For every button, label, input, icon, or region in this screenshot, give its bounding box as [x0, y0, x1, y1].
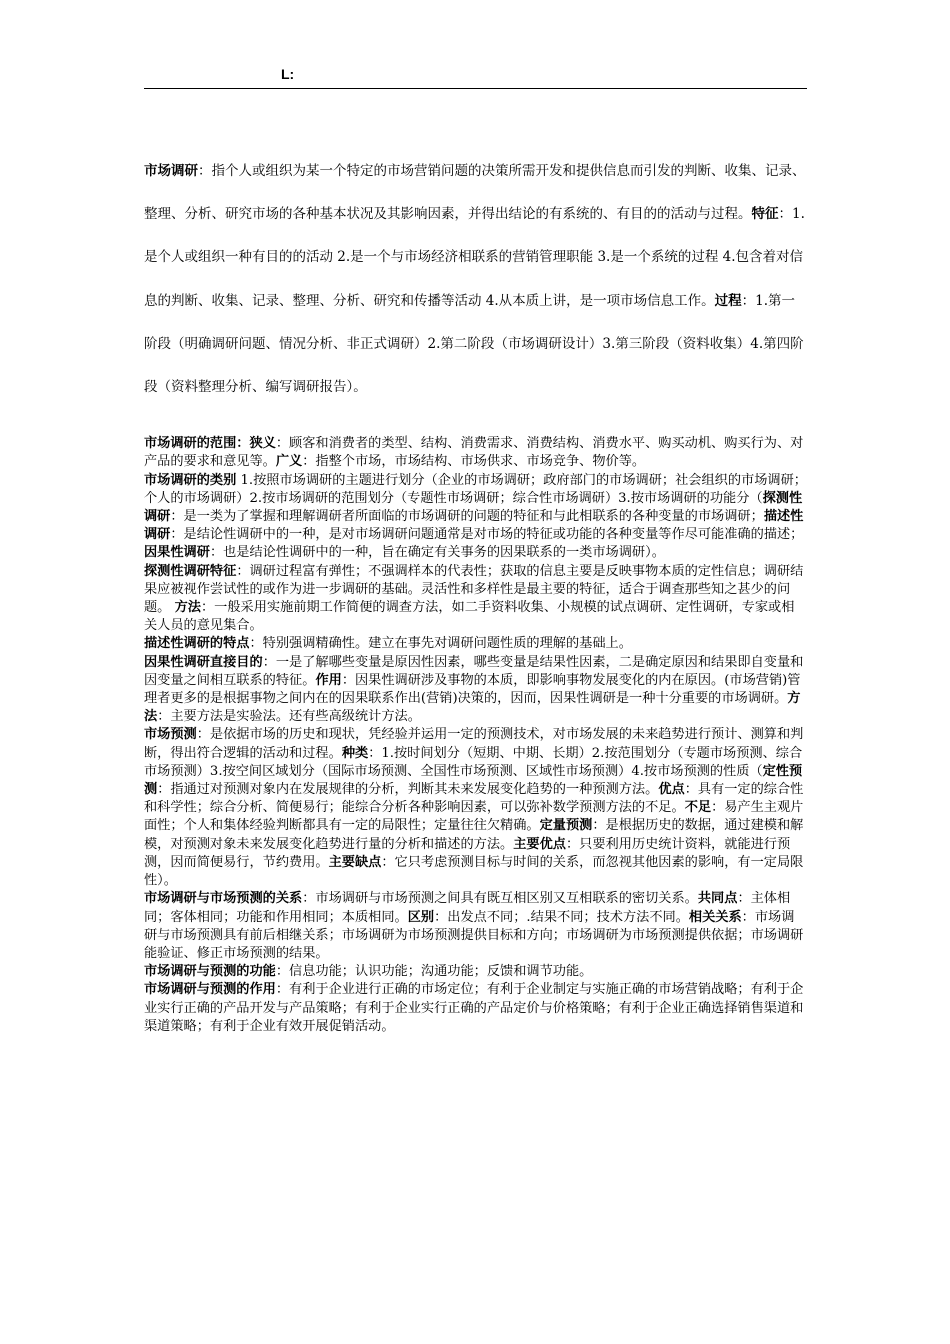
term-label: 广义	[275, 454, 303, 470]
term-label: 不足	[684, 800, 712, 816]
body-text: ：是根据历史的数据，通过建模和解模，对预测对象未来发展变化趋势进行量的分析和描述的方法。	[144, 818, 804, 852]
term-label: 市场调研与预测的作用	[144, 982, 276, 998]
body-text: ：是一类为了掌握和理解调研者所面临的市场调研的问题的特征和与此相联系的各种变量的市场调研；	[170, 509, 764, 525]
body-text: ：只要利用历史统计资料，就能进行预测，因而简便易行，节约费用。	[144, 836, 791, 870]
paragraph	[144, 635, 807, 653]
body-text: ：1.第一阶段（明确调研问题、情况分析、非正式调研）2.第二阶段（市场调研设计）3.第三阶段（资料收集）4.第四阶段（资料整理分析、编写调研报告）。	[144, 292, 804, 396]
body-text: ：一般采用实施前期工作简便的调查方法，如二手资料收集、小规模的试点调研、定性调研，专家或相关人员的意见集合。	[144, 600, 795, 634]
term-label: 描述性调研的特点	[144, 636, 250, 652]
paragraph	[144, 654, 807, 727]
term-label: 作用	[315, 672, 342, 688]
body-text: ：是结论性调研中的一种，是对市场调研问题通常是对市场的特征或功能的各种变量等作尽可能准确的描述；	[170, 527, 804, 543]
body-text: ：信息功能；认识功能；沟通功能；反馈和调节功能。	[275, 964, 593, 980]
paragraph	[144, 544, 807, 562]
paragraph	[144, 981, 807, 1036]
body-text: ：市场调研与市场预测具有前后相继关系；市场调研为市场预测提供目标和方向；市场调研为市场预测提供依据；市场调研能验证、修正市场预测的结果。	[144, 909, 804, 961]
body-text: ：一是了解哪些变量是原因性因素，哪些变量是结果性因素，二是确定原因和结果即自变量和因变量之间相互联系的特征。	[144, 654, 804, 688]
term-label: 市场调研与市场预测的关系	[144, 891, 303, 907]
term-label: 市场预测	[144, 727, 197, 743]
body-text: ：1.按时间划分（短期、中期、长期）2.按范围划分（专题市场预测、综合市场预测）3.按空间区域划分（国际市场预测、全国性市场预测、区域性市场预测）4.按市场预测的性质（	[144, 745, 803, 779]
term-label: 相关关系	[688, 909, 742, 925]
body-text: ：也是结论性调研中的一种，旨在确定有关事务的因果联系的一类市场调研）。	[209, 545, 665, 561]
body-text: ：市场调研与市场预测之间具有既互相区别又互相联系的密切关系。	[302, 891, 698, 907]
term-label: 种类	[341, 745, 369, 761]
term-label: 市场调研与预测的功能	[144, 964, 276, 980]
body-text: ：易产生主观片面性；个人和集体经验判断都具有一定的局限性；定量往往欠精确。	[144, 800, 804, 834]
body-text: ：具有一定的综合性和科学性；综合分析、简便易行；能综合分析各种影响因素，可以弥补数学预测方法的不足。	[144, 782, 804, 816]
term-label: 特征	[751, 206, 779, 223]
body-text: ：主体相同；客体相同；功能和作用相同；本质相同。	[144, 891, 791, 925]
body-text: 1.按照市场调研的主题进行划分（企业的市场调研；政府部门的市场调研；社会组织的市场调研；个人的市场调研）2.按市场调研的范围划分（专题性市场调研；综合性市场调研）3.按市场调研的功能分（	[144, 472, 807, 506]
paragraph	[144, 563, 807, 636]
paragraph	[144, 963, 807, 981]
header-mark: L:	[281, 66, 295, 82]
term-label: 因果性调研	[144, 545, 210, 561]
body-text: ：主要方法是实验法。还有些高级统计方法。	[157, 709, 421, 725]
term-label: 市场调研的范围：狭义	[144, 436, 276, 452]
paragraph-gap	[144, 409, 807, 435]
term-label: 定量预测	[539, 818, 593, 834]
paragraph-list	[144, 435, 807, 1036]
term-label: 方法	[144, 691, 801, 725]
body-text: ：特别强调精确性。建立在事先对调研问题性质的理解的基础上。	[249, 636, 632, 652]
body-text: ：是依据市场的历史和现状，凭经验并运用一定的预测技术，对市场发展的未来趋势进行预计、测算和判断，得出符合逻辑的活动和过程。	[144, 727, 804, 761]
term-label: 描述性调研	[144, 509, 804, 543]
body-text: ：指通过对预测对象内在发展规律的分析，判断其未来发展变化趋势的一种预测方法。	[157, 782, 659, 798]
paragraph	[144, 726, 807, 890]
term-label: 因果性调研直接目的	[144, 654, 263, 670]
body-text: ：指个人或组织为某一个特定的市场营销问题的决策所需开发和提供信息而引发的判断、收集、记录、整理、分析、研究市场的各种基本状况及其影响因素，并得出结论的有系统的、有目的的活动与过程。	[144, 163, 806, 223]
document-body	[144, 150, 807, 1036]
term-label: 共同点	[697, 891, 738, 907]
term-label: 过程	[714, 292, 742, 309]
body-text: ：出发点不同；.结果不同；技术方法不同。	[434, 909, 689, 925]
header-rule	[144, 88, 807, 89]
term-label: 市场调研	[144, 163, 198, 179]
intro-paragraph	[144, 150, 807, 409]
paragraph	[144, 435, 807, 471]
term-label: 定性预测	[144, 763, 803, 798]
term-label: 区别	[407, 909, 435, 925]
term-label: 主要缺点	[328, 854, 382, 870]
term-label: 市场调研的类别	[144, 472, 237, 488]
term-label: 探测性调研特征	[144, 563, 237, 579]
body-text: ：调研过程富有弹性；不强调样本的代表性；获取的信息主要是反映事物本质的定性信息；调研结果应被视作尝试性的或作为进一步调研的基础。灵活性和多样性是最主要的特征，适合于调查那些知之甚少的问题。	[144, 563, 804, 616]
body-text: ：顾客和消费者的类型、结构、消费需求、消费结构、消费水平、购买动机、购买行为、对产品的要求和意见等。	[144, 436, 804, 470]
term-label: 优点	[658, 782, 685, 798]
body-text: ：1.是个人或组织一种有目的的活动 2.是一个与市场经济相联系的营销管理职能 3.是一个系统的过程 4.包含着对信息的判断、收集、记录、整理、分析、研究和传播等活动 4.从本质上讲，是一项市场信息工作。	[144, 206, 805, 309]
paragraph	[144, 472, 807, 545]
term-label: 方法	[174, 600, 201, 616]
body-text: ：指整个市场，市场结构、市场供求、市场竞争、物价等。	[302, 454, 646, 470]
term-label: 探测性调研	[144, 490, 803, 525]
paragraph	[144, 890, 807, 963]
body-text: ：它只考虑预测目标与时间的关系，而忽视其他因素的影响，有一定局限性）。	[144, 854, 804, 889]
body-text: ：因果性调研涉及事物的本质，即影响事物发展变化的内在原因。(市场营销)管理者更多的是根据事物之间内在的因果联系作出(营销)决策的，因而，因果性调研是一种十分重要的市场调研。	[144, 672, 801, 707]
body-text: ：有利于企业进行正确的市场定位；有利于企业制定与实施正确的市场营销战略；有利于企业实行正确的产品开发与产品策略；有利于企业实行正确的产品定价与价格策略；有利于企业正确选择销售渠道和渠道策略；有利于企业有效开展促销活动。	[144, 982, 804, 1034]
term-label: 主要优点	[513, 836, 566, 852]
